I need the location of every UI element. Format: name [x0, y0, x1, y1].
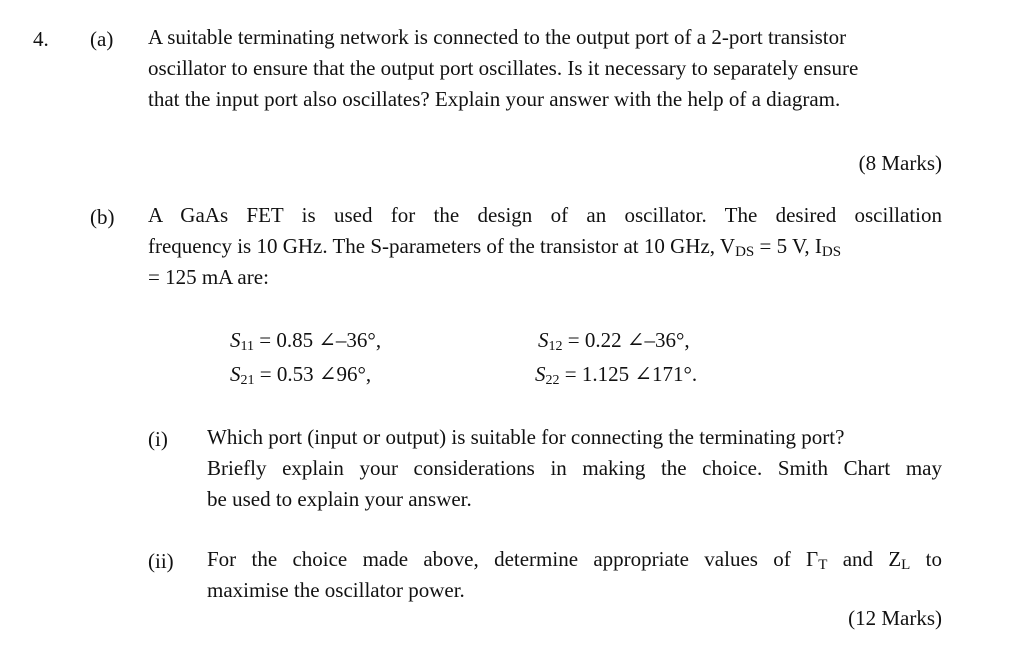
s21-subscript: 21 — [240, 373, 255, 388]
s22-subscript: 22 — [545, 373, 560, 388]
sub-i-line-1: Which port (input or output) is suitable for connecting the terminating port? — [207, 425, 845, 449]
sub-i-line-2: Briefly explain your considerations in making the choice. Smith Chart may — [207, 456, 942, 480]
s21-symbol: S — [230, 362, 241, 386]
s22-symbol: S — [535, 362, 546, 386]
part-a-line-2: oscillator to ensure that the output port oscillates. Is it necessary to separately ensure — [148, 56, 859, 80]
sub-ii-pre: For the choice made above, determine appropriate values of Γ — [207, 547, 819, 571]
vds-subscript: DS — [735, 244, 755, 260]
sub-i-text — [207, 422, 942, 515]
sub-ii-label: (ii) — [148, 549, 174, 573]
s11-subscript: 11 — [240, 339, 254, 354]
s21-value: = 0.53 ∠96°, — [254, 362, 372, 386]
gamma-subscript: T — [818, 557, 828, 573]
part-b-line-3: = 125 mA are: — [148, 265, 269, 289]
ids-subscript: DS — [821, 244, 842, 260]
zl-subscript: L — [901, 557, 911, 573]
sub-ii-line-2: maximise the oscillator power. — [207, 578, 465, 602]
part-b-text — [148, 200, 942, 293]
part-b-label: (b) — [90, 205, 115, 229]
s12-equation — [538, 328, 690, 353]
s11-symbol: S — [230, 328, 241, 352]
sub-i-label: (i) — [148, 427, 168, 451]
part-a-text — [148, 22, 942, 115]
sub-ii-text — [207, 544, 942, 606]
part-a-line-1: A suitable terminating network is connected to the output port of a 2-port transistor — [148, 25, 847, 49]
part-b-marks: (12 Marks) — [848, 606, 942, 630]
question-number: 4. — [33, 27, 49, 51]
sub-ii-line-1 — [207, 544, 942, 575]
s21-equation — [230, 362, 371, 387]
part-b-line-1: A GaAs FET is used for the design of an oscillator. The desired oscillation — [148, 203, 942, 227]
part-a-label: (a) — [90, 27, 114, 51]
s12-symbol: S — [538, 328, 549, 352]
s12-value: = 0.22 ∠–36°, — [562, 328, 690, 352]
s12-subscript: 12 — [548, 339, 563, 354]
sub-i-line-3: be used to explain your answer. — [207, 487, 472, 511]
sub-ii-mid: and Z — [827, 547, 902, 571]
s11-value: = 0.85 ∠–36°, — [253, 328, 382, 352]
part-a-marks: (8 Marks) — [858, 151, 942, 175]
sub-ii-post: to — [910, 547, 942, 571]
part-a-line-3: that the input port also oscillates? Explain your answer with the help of a diagram. — [148, 87, 841, 111]
line2-text: frequency is 10 GHz. The S-parameters of the transistor at 10 GHz, V — [148, 234, 736, 258]
vds-value: = 5 V, I — [754, 234, 822, 258]
s22-value: = 1.125 ∠171°. — [559, 362, 698, 386]
s22-equation — [535, 362, 697, 387]
part-b-line-2 — [148, 231, 942, 262]
s11-equation — [230, 328, 381, 353]
